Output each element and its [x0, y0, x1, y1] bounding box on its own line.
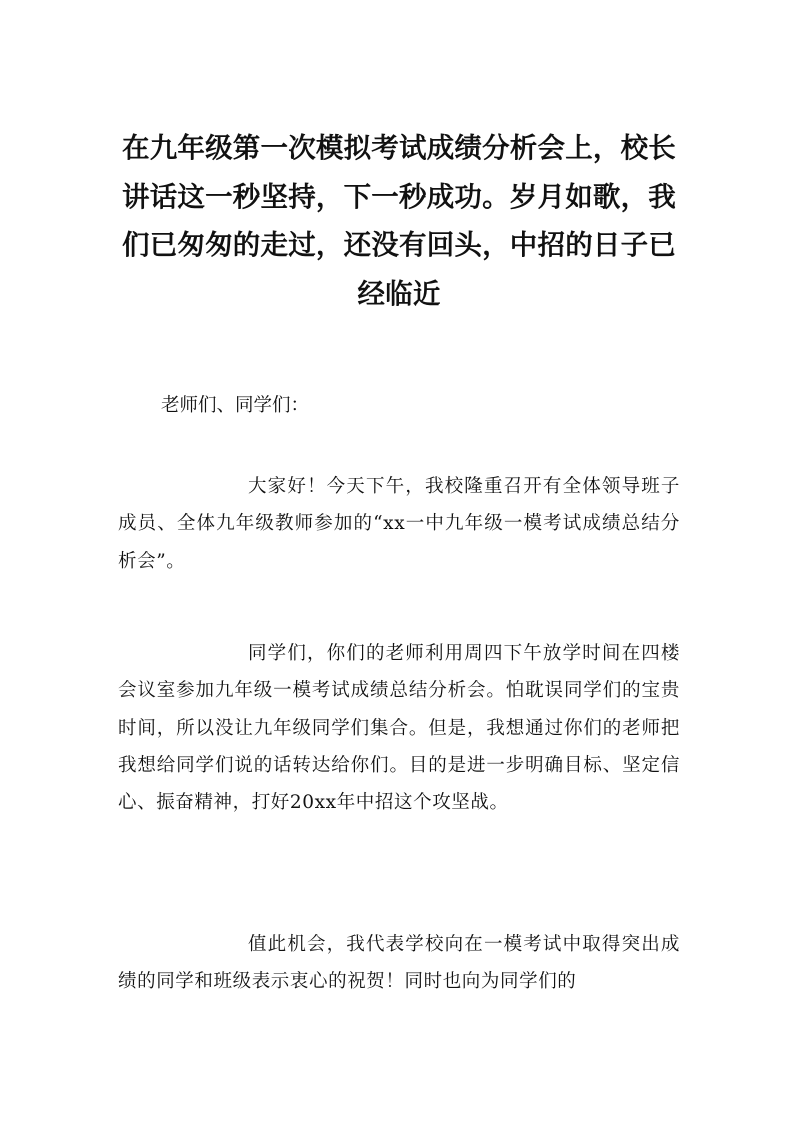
- paragraph-2: 同学们，你们的老师利用周四下午放学时间在四楼会议室参加九年级一模考试成绩总结分析会。怕耽误同学们的宝贵时间，所以没让九年级同学们集合。但是，我想通过你们的老师把我想给同学们说的话转达给你们。目的是进一步明确目标、坚定信心、振奋精神，打好20xx年中招这个攻坚战。: [118, 643, 680, 814]
- greeting: 老师们、同学们：: [161, 395, 310, 416]
- paragraph-1: 大家好！今天下午，我校隆重召开有全体领导班子成员、全体九年级教师参加的“xx一中九年级一模考试成绩总结分析会”。: [118, 476, 680, 572]
- document-title: 在九年级第一次模拟考试成绩分析会上，校长讲话这一秒坚持，下一秒成功。岁月如歌，我们已匆匆的走过，还没有回头，中招的日子已经临近: [122, 132, 676, 310]
- paragraph-3: 值此机会，我代表学校向在一模考试中取得突出成绩的同学和班级表示衷心的祝贺！同时也向为同学们的: [118, 934, 680, 993]
